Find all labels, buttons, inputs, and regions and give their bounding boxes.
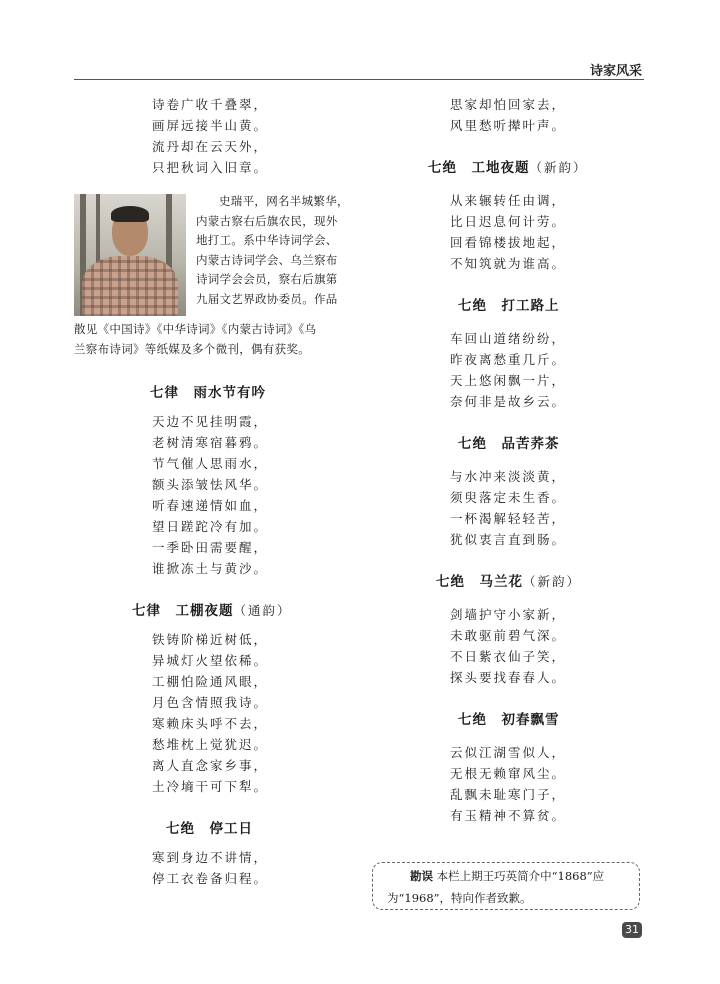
poem-title: 七律 雨水节有吟 [150,385,266,401]
poem-line: 无根无赖窜风尘。 [450,766,567,781]
poem-line: 风里愁听撵叶声。 [450,118,567,133]
poem-line: 车回山道绪纷纷， [450,331,567,346]
poem-line: 剑墙护守小家新， [450,607,567,622]
poem-line: 铁铸阶梯近树低， [152,632,269,647]
poem-line: 回看锦楼拔地起， [450,235,567,250]
page-number: 31 [622,922,642,938]
bio-line: 九届文艺界政协委员。作品 [196,291,338,306]
bio-line: 地打工。系中华诗词学会、 [196,233,338,247]
poem [376,432,646,550]
author-portrait [74,194,186,316]
poem [376,708,646,826]
poem-line: 额头添皱怯风华。 [152,477,269,492]
section-title: 诗家风采 [589,64,642,79]
poem-line: 节气催人思雨水， [152,456,269,471]
poem-title: 七绝 初春飘雪 [458,712,560,728]
poem-title: 七绝 工地夜题（新韵） [428,160,588,176]
poem-line: 土冷墒干可下犁。 [152,779,269,794]
poem [376,570,646,688]
poem-title: 七绝 停工日 [166,821,253,837]
header-rule [74,79,644,80]
poem-line: 谁掀冻土与黄沙。 [152,561,269,576]
poem-line: 诗卷广收千叠翠， [152,97,269,112]
poem-line: 探头要找春春人。 [450,670,567,685]
poem-line: 与水冲来淡淡黄， [450,469,567,484]
poem-line: 奈何非是故乡云。 [450,394,567,409]
poem-line: 画屏远接半山黄。 [152,118,269,133]
poem-line: 只把秋词入旧章。 [152,160,269,175]
poem-line: 昨夜离愁重几斤。 [450,352,567,367]
poem-line: 月色含情照我诗。 [152,695,269,710]
poem-line: 老树清寒宿暮鸦。 [152,435,269,450]
poem-title: 七律 工棚夜题（通韵） [132,603,292,619]
poem-line: 不知筑就为谁高。 [450,256,567,271]
bio-line: 内蒙古诗词学会、乌兰察布 [196,252,338,267]
poem [376,156,646,274]
erratum-text: 为“1968”，特向作者致歉。 [387,891,532,905]
continued-poem [376,94,646,136]
bio-line: 内蒙古察右后旗农民，现外 [196,213,338,228]
poem-line: 犹似衷言直到肠。 [450,532,567,547]
erratum-box [372,862,640,910]
poem-title: 七绝 马兰花（新韵） [436,574,582,590]
poem-line: 乱飘未耻寒门子， [450,787,567,802]
poem-line: 有玉精神不算贫。 [450,808,567,823]
bio-line: 兰察布诗词》等纸媒及多个微刊，偶有获奖。 [74,341,310,356]
right-column [376,94,646,826]
bio-line: 史瑞平，网名半城繁华， [219,194,349,208]
poem [74,817,352,889]
bio-line: 诗词学会会员，察右后旗第 [196,272,338,286]
erratum-label: 勘误 [410,869,433,883]
poem-line: 须臾落定未生香。 [450,490,567,505]
poem-line: 不日紫衣仙子笑， [450,649,567,664]
poem-line: 一季卧田需要醒， [152,540,269,555]
poem-line: 离人直念家乡事， [152,758,269,773]
poem-line: 一杯渴解轻轻苦， [450,511,567,526]
poem-line: 天边不见挂明霞， [152,414,269,429]
poem-line: 云似江湖雪似人， [450,745,567,760]
bio-line: 散见《中国诗》《中华诗词》《内蒙古诗词》《乌 [74,322,317,336]
author-bio [74,192,352,359]
poem-line: 望日蹉跎冷有加。 [152,519,269,534]
poem-line: 寒赖床头呼不去， [152,716,269,731]
poem-line: 异城灯火望依稀。 [152,653,269,668]
poem-line: 比日迟息何计劳。 [450,214,567,229]
erratum-text: 本栏上期王巧英简介中“1868”应 [436,869,605,883]
poem [74,381,352,579]
continued-poem [74,94,352,178]
poem-line: 未敢驱前碧气深。 [450,628,567,643]
poem [74,599,352,797]
poem-line: 寒到身边不讲情， [152,850,269,865]
poem-line: 天上悠闲飘一片， [450,373,567,388]
poem-line: 工棚怕险通风眼， [152,674,269,689]
poem-line: 停工衣卷备归程。 [152,871,269,886]
poem-title: 七绝 品苦荞茶 [458,436,560,452]
poem [376,294,646,412]
poem-line: 流丹却在云天外， [152,139,269,154]
left-column [74,94,352,889]
poem-line: 愁堆枕上觉犹迟。 [152,737,269,752]
poem-title: 七绝 打工路上 [458,298,560,314]
poem-line: 思家却怕回家去， [450,97,567,112]
poem-line: 从来辗转任由调， [450,193,567,208]
poem-line: 听春速递情如血， [152,498,269,513]
